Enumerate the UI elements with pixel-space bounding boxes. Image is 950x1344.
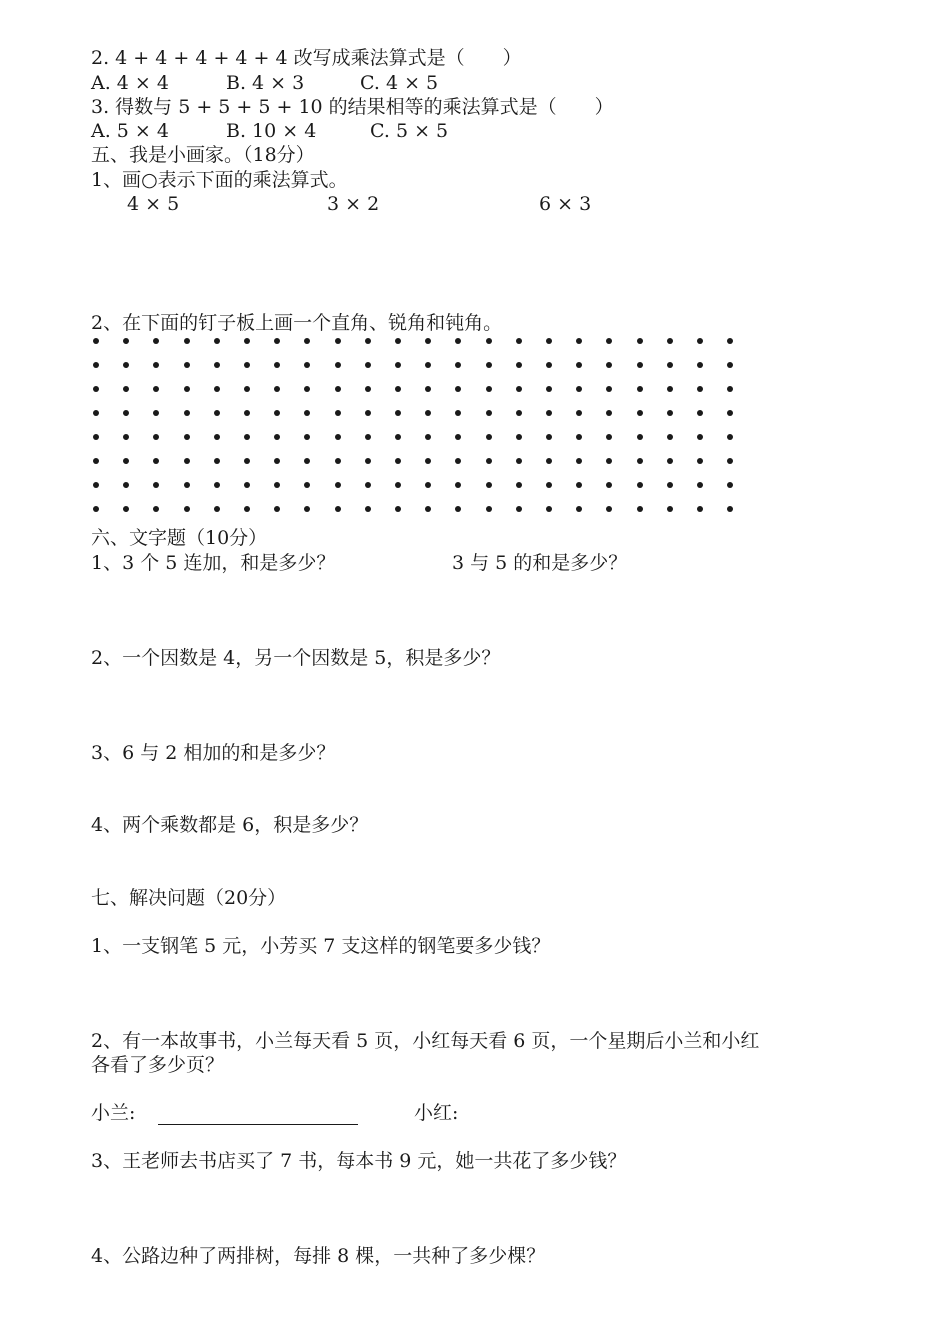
nail-dot (395, 362, 401, 368)
nail-dot (667, 386, 673, 392)
nail-dot (335, 458, 341, 464)
nail-dot (395, 482, 401, 488)
nail-dot (667, 506, 673, 512)
nail-dot (153, 386, 159, 392)
nail-dot (425, 410, 431, 416)
nail-dot (214, 506, 220, 512)
section6-q3: 3、6 与 2 相加的和是多少？ (91, 742, 336, 764)
nail-dot (576, 386, 582, 392)
nail-dot (546, 362, 552, 368)
section6-q4: 4、两个乘数都是 6，积是多少？ (91, 814, 369, 836)
nail-dot (697, 410, 703, 416)
nail-dot (304, 338, 310, 344)
nail-dot (123, 458, 129, 464)
nail-dot (637, 362, 643, 368)
nail-dot (455, 386, 461, 392)
nail-dot (365, 362, 371, 368)
nail-dot (93, 506, 99, 512)
section6-q1b: 3 与 5 的和是多少？ (452, 552, 628, 574)
nail-dot (304, 434, 310, 440)
nail-dot (123, 410, 129, 416)
nail-dot (455, 362, 461, 368)
nail-dot (335, 386, 341, 392)
nail-dot (93, 434, 99, 440)
nail-dot (727, 434, 733, 440)
nail-dot (274, 434, 280, 440)
nail-dot (727, 362, 733, 368)
nail-dot (727, 386, 733, 392)
nail-dot (365, 338, 371, 344)
nail-dot (304, 506, 310, 512)
nail-dot (214, 482, 220, 488)
nail-dot (123, 338, 129, 344)
label-xiaolan: 小兰: (91, 1102, 136, 1124)
nail-dot (274, 410, 280, 416)
nail-dot (214, 410, 220, 416)
nail-dot (516, 458, 522, 464)
nail-dot (425, 434, 431, 440)
nail-dot (516, 506, 522, 512)
nail-dot (274, 338, 280, 344)
q4-2-stem: 2. 4 + 4 + 4 + 4 + 4 改写成乘法算式是（ ） (91, 47, 522, 69)
nail-dot (425, 458, 431, 464)
answer-blank-xiaolan[interactable] (158, 1102, 358, 1125)
nail-dot (123, 434, 129, 440)
section5-q1: 1、画○表示下面的乘法算式。 (91, 169, 348, 191)
section5-q2: 2、在下面的钉子板上画一个直角、锐角和钝角。 (91, 312, 503, 334)
nail-dot (576, 458, 582, 464)
q4-2-option-b: B. 4 × 3 (226, 72, 305, 94)
nail-dot (455, 482, 461, 488)
nail-dot (425, 482, 431, 488)
nail-dot (727, 338, 733, 344)
q4-3-option-b: B. 10 × 4 (226, 120, 317, 142)
nail-dot (395, 410, 401, 416)
nail-dot (244, 482, 250, 488)
nail-dot (697, 386, 703, 392)
nail-dot (123, 482, 129, 488)
nail-dot (637, 386, 643, 392)
nail-dot (93, 338, 99, 344)
q4-2-option-c: C. 4 × 5 (360, 72, 439, 94)
nail-dot (637, 482, 643, 488)
q4-2-option-a: A. 4 × 4 (91, 72, 169, 94)
nail-dot (123, 386, 129, 392)
section5-heading: 五、我是小画家。（18分） (91, 144, 315, 166)
nail-dot (637, 506, 643, 512)
nail-dot (516, 386, 522, 392)
nail-dot (637, 458, 643, 464)
nail-dot (304, 458, 310, 464)
nail-dot (153, 434, 159, 440)
nail-dot (606, 506, 612, 512)
nail-dot (425, 506, 431, 512)
nail-dot (184, 362, 190, 368)
nail-dot (184, 458, 190, 464)
nail-dot (546, 410, 552, 416)
nail-dot (486, 506, 492, 512)
nail-dot (486, 338, 492, 344)
nail-dot (546, 338, 552, 344)
nail-dot (304, 362, 310, 368)
nail-dot (274, 386, 280, 392)
nail-dot (153, 506, 159, 512)
nail-dot (516, 338, 522, 344)
expr-3x2: 3 × 2 (327, 193, 380, 215)
nail-dot (637, 434, 643, 440)
section7-q4: 4、公路边种了两排树，每排 8 棵，一共种了多少棵？ (91, 1245, 546, 1267)
nail-dot (486, 386, 492, 392)
nail-dot (486, 410, 492, 416)
nail-dot (425, 338, 431, 344)
nail-dot (274, 362, 280, 368)
nail-dot (667, 482, 673, 488)
nail-dot (184, 386, 190, 392)
nail-dot (606, 338, 612, 344)
nail-dot (576, 482, 582, 488)
section6-heading: 六、文字题（10分） (91, 527, 268, 549)
nail-dot (335, 434, 341, 440)
nail-dot (455, 338, 461, 344)
nail-dot (304, 386, 310, 392)
section7-q1: 1、一支钢笔 5 元，小芳买 7 支这样的钢笔要多少钱？ (91, 935, 551, 957)
section7-heading: 七、解决问题（20分） (91, 887, 287, 909)
nail-dot (153, 362, 159, 368)
nail-dot (395, 338, 401, 344)
nail-dot (455, 434, 461, 440)
nail-dot (727, 506, 733, 512)
section7-q2-line2: 各看了多少页？ (91, 1054, 225, 1076)
nail-dot (153, 338, 159, 344)
nail-dot (516, 434, 522, 440)
section6-q1a: 1、3 个 5 连加，和是多少？ (91, 552, 336, 574)
nail-dot (606, 458, 612, 464)
q4-3-option-a: A. 5 × 4 (91, 120, 169, 142)
nail-dot (93, 362, 99, 368)
nail-dot (486, 434, 492, 440)
nail-dot (365, 410, 371, 416)
nail-dot (425, 386, 431, 392)
nail-dot (425, 362, 431, 368)
nail-dot (304, 482, 310, 488)
nail-dot (697, 338, 703, 344)
nail-dot (395, 434, 401, 440)
nail-dot (335, 362, 341, 368)
nail-dot (123, 362, 129, 368)
nail-dot (153, 458, 159, 464)
q4-3-stem: 3. 得数与 5 + 5 + 5 + 10 的结果相等的乘法算式是（ ） (91, 96, 614, 118)
nail-dot (667, 434, 673, 440)
nail-dot (395, 506, 401, 512)
nail-dot (516, 410, 522, 416)
nail-dot (486, 482, 492, 488)
nail-dot (274, 482, 280, 488)
nail-dot (184, 410, 190, 416)
nail-dot (576, 338, 582, 344)
section6-q2: 2、一个因数是 4，另一个因数是 5，积是多少？ (91, 647, 501, 669)
nail-dot (667, 410, 673, 416)
label-xiaohong: 小红: (414, 1102, 459, 1124)
nail-dot (304, 410, 310, 416)
nail-dot (335, 482, 341, 488)
nail-dot (667, 362, 673, 368)
nail-dot (365, 506, 371, 512)
nail-dot (153, 482, 159, 488)
nail-dot (93, 458, 99, 464)
nail-dot (365, 386, 371, 392)
nail-dot (184, 434, 190, 440)
nail-dot (274, 458, 280, 464)
nail-dot (606, 410, 612, 416)
nail-dot (546, 482, 552, 488)
nail-dot (184, 506, 190, 512)
nail-dot (244, 386, 250, 392)
nail-dot (335, 506, 341, 512)
nail-dot (697, 482, 703, 488)
nail-dot (637, 338, 643, 344)
nail-dot (606, 386, 612, 392)
nail-dot (395, 386, 401, 392)
nail-dot (546, 458, 552, 464)
nail-dot (576, 434, 582, 440)
nail-dot (697, 434, 703, 440)
expr-4x5: 4 × 5 (127, 193, 180, 215)
nail-dot (214, 338, 220, 344)
nail-dot (244, 338, 250, 344)
nail-dot (667, 338, 673, 344)
nail-dot (274, 506, 280, 512)
nail-dot (244, 458, 250, 464)
nail-dot (244, 506, 250, 512)
nail-dot (214, 458, 220, 464)
nail-dot (697, 362, 703, 368)
nail-dot (455, 410, 461, 416)
nail-dot (727, 410, 733, 416)
nail-dot (455, 506, 461, 512)
nail-dot (214, 386, 220, 392)
nail-dot (667, 458, 673, 464)
nail-dot (365, 434, 371, 440)
nail-dot (455, 458, 461, 464)
nail-dot (184, 482, 190, 488)
nail-dot (516, 362, 522, 368)
nail-dot (546, 434, 552, 440)
nail-dot (697, 458, 703, 464)
nail-dot (486, 362, 492, 368)
nail-dot (365, 458, 371, 464)
section7-q2-line1: 2、有一本故事书，小兰每天看 5 页，小红每天看 6 页，一个星期后小兰和小红 (91, 1030, 760, 1052)
section7-q3: 3、王老师去书店买了 7 书，每本书 9 元，她一共花了多少钱？ (91, 1150, 627, 1172)
nail-dot (123, 506, 129, 512)
nail-dot (576, 410, 582, 416)
nail-dot (214, 362, 220, 368)
nail-dot (93, 410, 99, 416)
nail-dot (395, 458, 401, 464)
nail-dot (727, 482, 733, 488)
nail-dot (335, 338, 341, 344)
nail-dot (576, 506, 582, 512)
nail-dot (606, 482, 612, 488)
nail-dot (606, 362, 612, 368)
nail-dot (244, 410, 250, 416)
nail-dot (244, 362, 250, 368)
nail-dot (365, 482, 371, 488)
nail-dot (546, 386, 552, 392)
q4-3-option-c: C. 5 × 5 (370, 120, 449, 142)
nail-dot (93, 482, 99, 488)
nail-dot (244, 434, 250, 440)
nail-board (93, 338, 733, 518)
nail-dot (576, 362, 582, 368)
nail-dot (184, 338, 190, 344)
nail-dot (546, 506, 552, 512)
nail-dot (335, 410, 341, 416)
nail-dot (486, 458, 492, 464)
nail-dot (606, 434, 612, 440)
expr-6x3: 6 × 3 (539, 193, 592, 215)
nail-dot (214, 434, 220, 440)
nail-dot (637, 410, 643, 416)
nail-dot (93, 386, 99, 392)
nail-dot (727, 458, 733, 464)
nail-dot (516, 482, 522, 488)
nail-dot (153, 410, 159, 416)
nail-dot (697, 506, 703, 512)
